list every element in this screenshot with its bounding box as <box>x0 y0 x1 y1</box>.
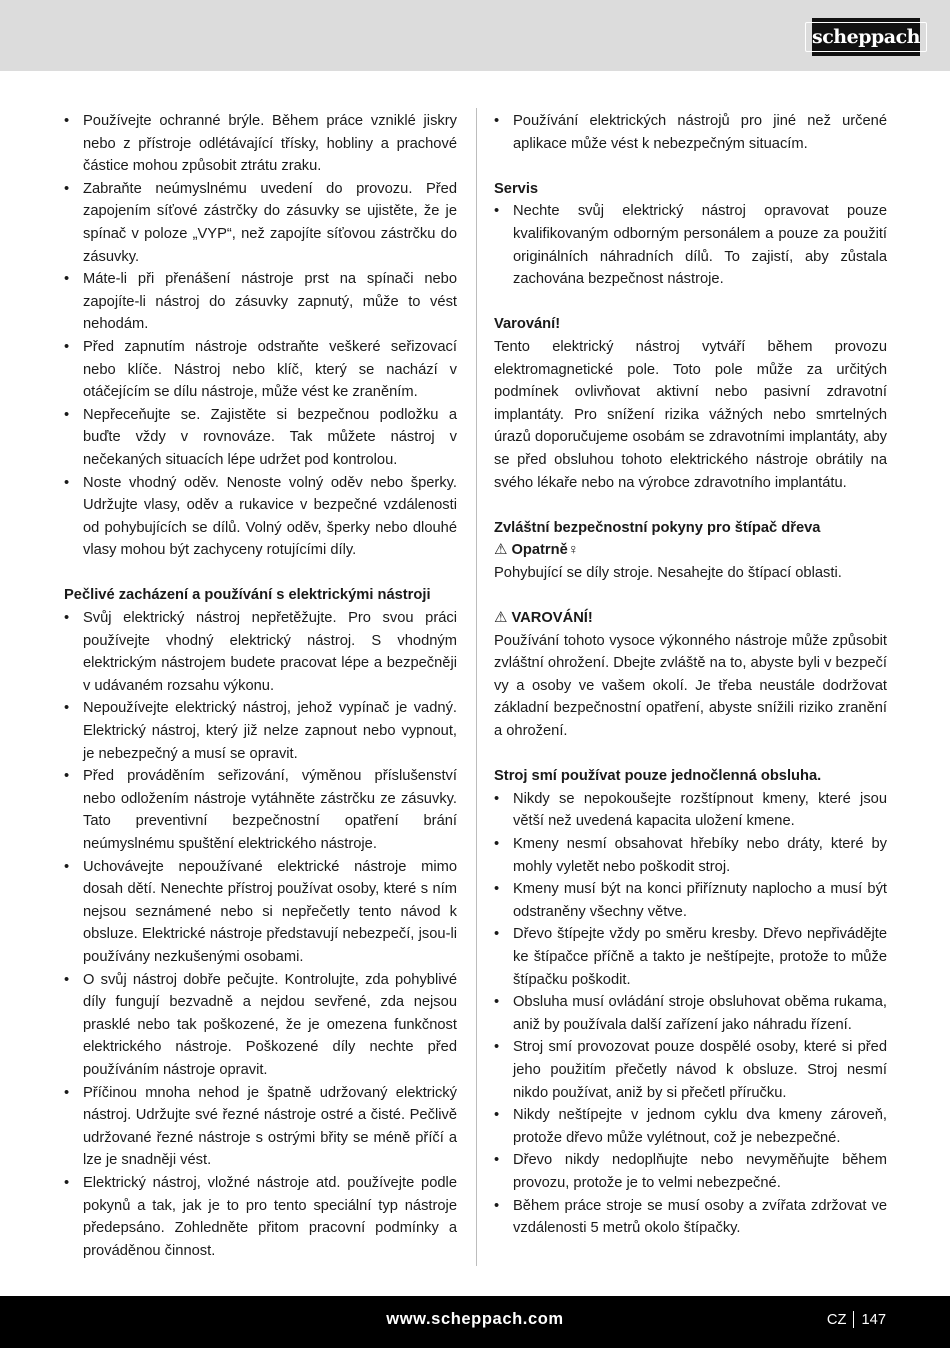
section-heading-operator: Stroj smí používat pouze jednočlenná obsluha. <box>494 768 822 785</box>
list-item: • Příčinou mnoha nehod je špatně udržovaný elektrický nástroj. Udržujte své řezné nástroje ostré a čisté. Pečlivě udržované řezné nástroje s ostrými břity se méně příčí a lze je snadněji vést. <box>64 1082 457 1172</box>
warning-triangle-icon: ⚠ <box>494 541 508 559</box>
safety-list-1 <box>64 110 457 562</box>
left-column <box>64 110 457 1262</box>
list-item: • O svůj nástroj dobře pečujte. Kontrolujte, zda pohyblivé díly fungují bezvadně a nejdou sevřené, zda nejsou prasklé nebo tak poškozené, že je omezena funkčnost elektrického nástroje. Poškozené díly nechte před používáním nástroje opravit. <box>64 969 457 1082</box>
list-item: • Nepoužívejte elektrický nástroj, jehož vypínač je vadný. Elektrický nástroj, který již nelze zapnout nebo vypnout, je nebezpečný a musí se opravit. <box>64 697 457 765</box>
list-item: • Noste vhodný oděv. Nenoste volný oděv nebo šperky. Udržujte vlasy, oděv a rukavice v bezpečné vzdálenosti od pohybujících se dílů. Volný oděv, šperky nebo dlouhé vlasy mohou být zachyceny rotujícími díly. <box>64 472 457 562</box>
list-item: • Nechte svůj elektrický nástroj opravovat pouze kvalifikovaným odborným personálem a pouze za použití originálních náhradních dílů. To zajistí, aby zůstala zachována bezpečnost nástroje. <box>494 200 887 290</box>
list-item: • Máte-li při přenášení nástroje prst na spínači nebo zapojíte-li nástroj do zásuvky zapnutý, může to vést nehodám. <box>64 268 457 336</box>
list-item: • Kmeny musí být na konci přiříznuty naplocho a musí být odstraněny všechny větve. <box>494 878 887 923</box>
list-item: • Svůj elektrický nástroj nepřetěžujte. Pro svou práci používejte vhodný elektrický nástroj. S vhodným elektrickým nástrojem budete pracovat lépe a bezpečněji v udávaném rozsahu výkonu. <box>64 607 457 697</box>
section-heading-special: Zvláštní bezpečnostní pokyny pro štípač dřeva <box>494 519 821 536</box>
list-item: • Před prováděním seřizování, výměnou příslušenství nebo odložením nástroje vytáhněte zástrčku ze zásuvky. Tato preventivní bezpečnostní opatření brání neúmyslnému spuštění elektrického nástroje. <box>64 765 457 855</box>
spacer <box>494 584 887 607</box>
list-item: • Kmeny nesmí obsahovat hřebíky nebo dráty, které by mohly vyletět nebo poškodit stroj. <box>494 833 887 878</box>
list-item: • Nikdy se nepokoušejte rozštípnout kmeny, které jsou větší než uvedená kapacita uložení kmene. <box>494 788 887 833</box>
page-header <box>0 0 950 71</box>
list-item: • Stroj smí provozovat pouze dospělé osoby, které si před jeho použitím přečetly návod k obsluze. Stroj nesmí nikdo používat, aniž by si přečetl příručku. <box>494 1036 887 1104</box>
warning-heading <box>494 607 887 630</box>
operator-list <box>494 788 887 1240</box>
page-footer <box>0 1296 950 1348</box>
spacer <box>494 155 887 178</box>
varovani-text: Tento elektrický nástroj vytváří během provozu elektromagnetické pole. Toto pole může za určitých podmínek ovlivňovat aktivní nebo pasivní zdravotní implantáty. Pro snížení rizika vážných nebo smrtelných úrazů doporučujeme osobám se zdravotními implantáty, aby se před obsluhou tohoto elektrického nástroje obrátily na svého lékaře nebo na výrobce zdravotního implantátu. <box>494 338 887 491</box>
list-item: • Uchovávejte nepoužívané elektrické nástroje mimo dosah dětí. Nenechte přístroj používat osoby, které s ním nejsou seznámené nebo si nepřečetly tento návod k obsluze. Elektrické nástroje představují nebezpečí, jsou-li používány nezkušenými osobami. <box>64 856 457 969</box>
warning-triangle-icon: ⚠ <box>494 609 508 627</box>
page-number: 147 <box>861 1311 886 1328</box>
list-item: • Používání elektrických nástrojů pro jiné než určené aplikace může vést k nebezpečným situacím. <box>494 110 887 155</box>
list-item: • Před zapnutím nástroje odstraňte veškeré seřizovací nebo klíče. Nástroj nebo klíč, který se nachází v otáčejícím se dílu nástroje, může vést ke zraněním. <box>64 336 457 404</box>
list-item: • Během práce stroje se musí osoby a zvířata zdržovat ve vzdálenosti 5 metrů okolo štípačky. <box>494 1195 887 1240</box>
website-url: www.scheppach.com <box>386 1310 564 1328</box>
list-item: • Dřevo nikdy nedoplňujte nebo nevyměňujte během provozu, protože je to velmi nebezpečné. <box>494 1149 887 1194</box>
logo-text: scheppach <box>805 22 927 52</box>
right-column <box>494 110 887 1240</box>
page-indicator <box>827 1311 886 1328</box>
caution-label: Opatrně♀ <box>511 542 579 559</box>
list-item: • Dřevo štípejte vždy po směru kresby. Dřevo nepřivádějte ke štípačce příčně a takto je neštípejte, protože to může štípačku poškodit. <box>494 923 887 991</box>
list-item: • Obsluha musí ovládání stroje obsluhovat oběma rukama, aniž by používala další zařízení jako náhradu řízení. <box>494 991 887 1036</box>
section-heading-tool-care: Pečlivé zacházení a používání s elektrickými nástroji <box>64 587 431 604</box>
servis-list <box>494 200 887 290</box>
list-item: • Používejte ochranné brýle. Během práce vzniklé jiskry nebo z přístroje odlétávající třísky, hobliny a prachové částice mohou způsobit ztrátu zraku. <box>64 110 457 178</box>
spacer <box>494 494 887 517</box>
warning-text: Používání tohoto vysoce výkonného nástroje může způsobit zvláštní ohrožení. Dbejte zvláště na to, abyste byli v bezpečí vy a osoby ve vašem okolí. Je třeba neustále dodržovat základní bezpečnostní opatření, abyste snížili riziko zranění a ohrožení. <box>494 632 887 740</box>
spacer <box>494 743 887 766</box>
section-heading-servis: Servis <box>494 180 539 197</box>
column-divider <box>476 108 477 1266</box>
separator <box>853 1311 854 1328</box>
spacer <box>494 291 887 314</box>
caution-text: Pohybující se díly stroje. Nesahejte do štípací oblasti. <box>494 564 842 581</box>
list-item: • Elektrický nástroj, vložné nástroje atd. používejte podle pokynů a tak, jak je to pro tento speciální typ nástroje předepsáno. Zohledněte přitom pracovní podmínky a prováděnou činnost. <box>64 1172 457 1262</box>
section-heading-varovani: Varování! <box>494 316 561 333</box>
safety-list-3 <box>494 110 887 155</box>
list-item: • Nikdy neštípejte v jednom cyklu dva kmeny zároveň, protože dřevo může vylétnout, což je nebezpečné. <box>494 1104 887 1149</box>
warning-label: VAROVÁNÍ! <box>511 610 593 627</box>
list-item: • Zabraňte neúmyslnému uvedení do provozu. Před zapojením síťové zástrčky do zásuvky se ujistěte, že je spínač v poloze „VYP“, než zapojíte síťovou zástrčku do zásuvky. <box>64 178 457 268</box>
list-item: • Nepřeceňujte se. Zajistěte si bezpečnou podložku a buďte vždy v rovnováze. Tak můžete nástroj v nečekaných situacích lépe udržet pod kontrolou. <box>64 404 457 472</box>
spacer <box>64 562 457 585</box>
language-code: CZ <box>826 1311 847 1328</box>
caution-heading <box>494 539 887 562</box>
brand-logo <box>812 18 920 56</box>
safety-list-2 <box>64 607 457 1262</box>
